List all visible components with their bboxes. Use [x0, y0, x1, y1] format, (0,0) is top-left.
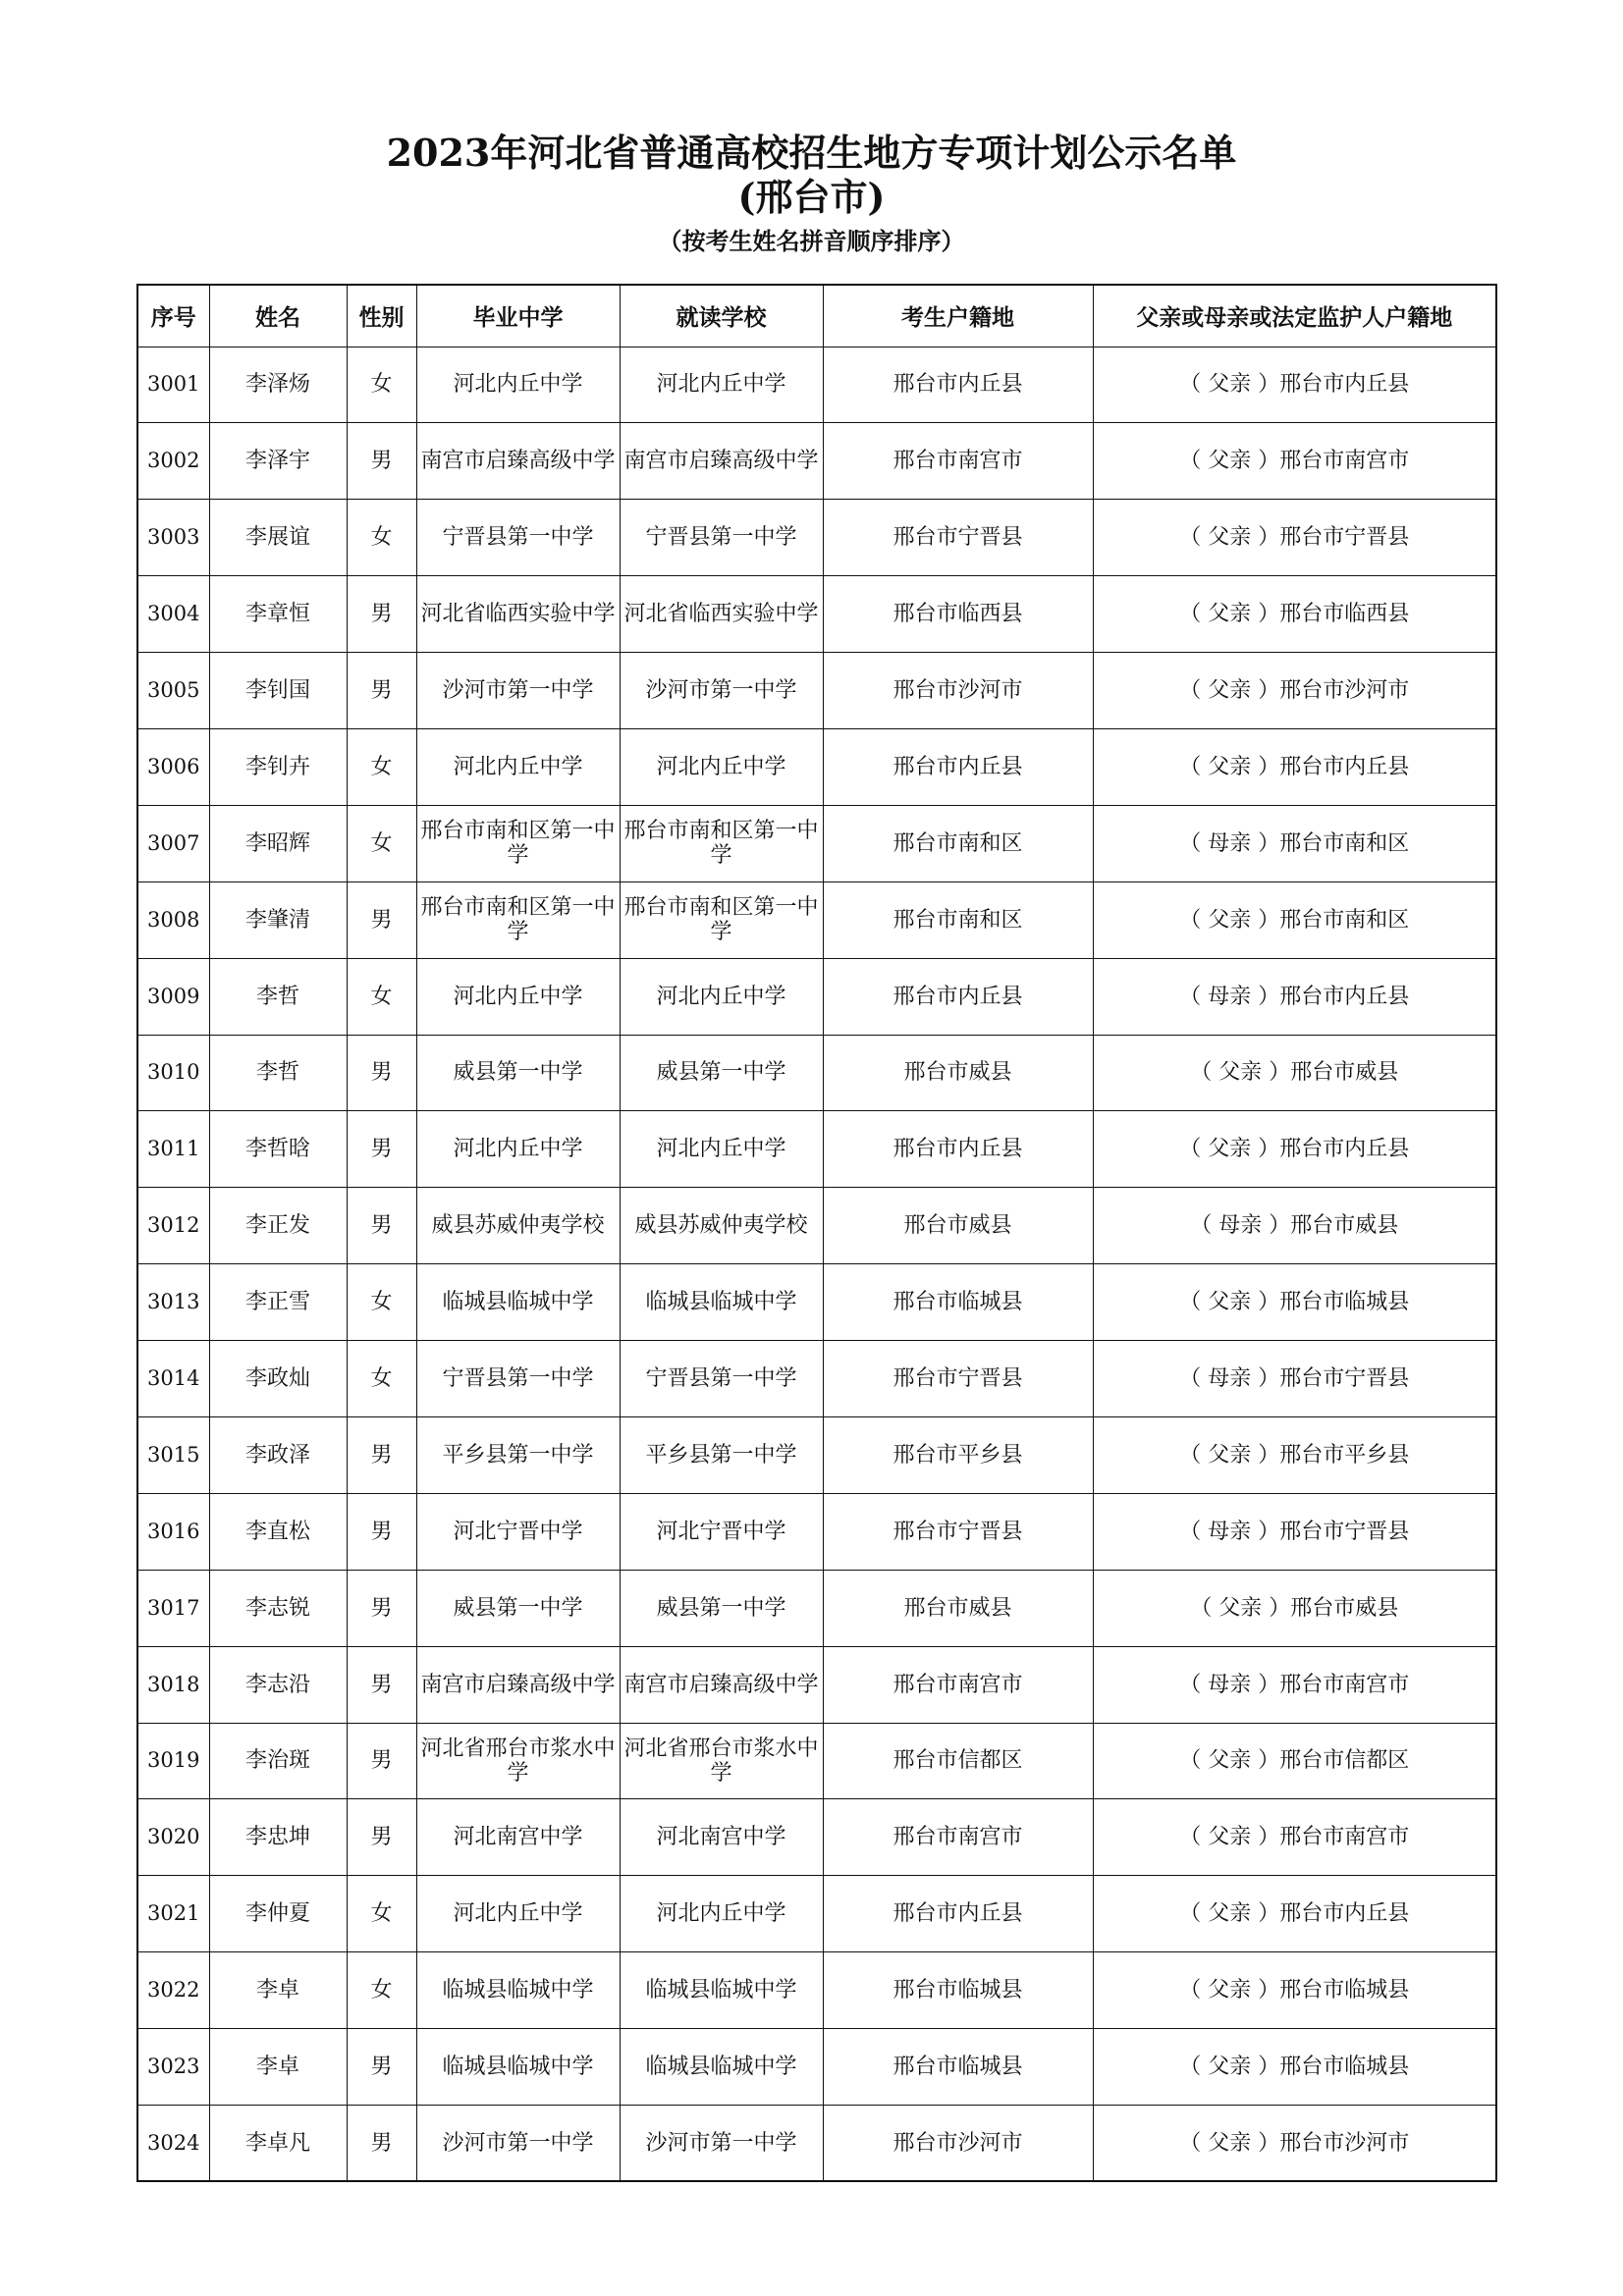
cell-guardian-residence: （ 父亲 ）邢台市威县: [1093, 1035, 1496, 1111]
header-col-seq: 序号: [137, 285, 209, 347]
cell-graduate-school: 河北内丘中学: [416, 958, 620, 1035]
cell-graduate-school: 宁晋县第一中学: [416, 500, 620, 576]
cell-name: 李政泽: [209, 1416, 347, 1493]
header-col-gender: 性别: [347, 285, 416, 347]
cell-seq: 3012: [137, 1188, 209, 1264]
cell-name: 李哲晗: [209, 1111, 347, 1188]
cell-guardian-residence: （ 父亲 ）邢台市信都区: [1093, 1723, 1496, 1799]
cell-guardian-residence: （ 父亲 ）邢台市临城县: [1093, 1952, 1496, 2029]
cell-guardian-residence: （ 父亲 ）邢台市威县: [1093, 1570, 1496, 1646]
cell-candidate-residence: 邢台市宁晋县: [823, 1493, 1093, 1570]
cell-candidate-residence: 邢台市沙河市: [823, 2105, 1093, 2181]
cell-current-school: 沙河市第一中学: [620, 653, 823, 729]
table-row: [137, 805, 1496, 881]
cell-seq: 3019: [137, 1723, 209, 1799]
cell-gender: 男: [347, 2029, 416, 2106]
cell-seq: 3024: [137, 2105, 209, 2181]
cell-seq: 3003: [137, 500, 209, 576]
cell-name: 李志沿: [209, 1646, 347, 1723]
cell-candidate-residence: 邢台市临城县: [823, 2029, 1093, 2106]
cell-graduate-school: 沙河市第一中学: [416, 653, 620, 729]
cell-gender: 男: [347, 1111, 416, 1188]
cell-gender: 男: [347, 1035, 416, 1111]
cell-gender: 男: [347, 423, 416, 500]
cell-candidate-residence: 邢台市内丘县: [823, 958, 1093, 1035]
table-header: [137, 285, 1496, 347]
cell-current-school: 宁晋县第一中学: [620, 1341, 823, 1417]
table-row: [137, 1570, 1496, 1646]
cell-seq: 3001: [137, 347, 209, 423]
cell-seq: 3015: [137, 1416, 209, 1493]
cell-graduate-school: 南宫市启臻高级中学: [416, 423, 620, 500]
candidate-table: [136, 284, 1497, 2182]
table-row: [137, 1646, 1496, 1723]
cell-graduate-school: 河北省邢台市浆水中学: [416, 1723, 620, 1799]
cell-gender: 男: [347, 1799, 416, 1876]
cell-current-school: 临城县临城中学: [620, 1952, 823, 2029]
cell-name: 李正发: [209, 1188, 347, 1264]
cell-seq: 3010: [137, 1035, 209, 1111]
cell-seq: 3002: [137, 423, 209, 500]
cell-current-school: 河北内丘中学: [620, 1876, 823, 1952]
cell-name: 李钊国: [209, 653, 347, 729]
cell-name: 李治斑: [209, 1723, 347, 1799]
cell-current-school: 威县苏威仲夷学校: [620, 1188, 823, 1264]
cell-name: 李忠坤: [209, 1799, 347, 1876]
table-body: [137, 347, 1496, 2181]
cell-candidate-residence: 邢台市南宫市: [823, 1646, 1093, 1723]
cell-graduate-school: 河北内丘中学: [416, 1876, 620, 1952]
cell-name: 李泽炀: [209, 347, 347, 423]
cell-guardian-residence: （ 父亲 ）邢台市南宫市: [1093, 423, 1496, 500]
table-row: [137, 1723, 1496, 1799]
cell-name: 李哲: [209, 958, 347, 1035]
cell-name: 李哲: [209, 1035, 347, 1111]
sort-note: （按考生姓名拼音顺序排序）: [658, 227, 965, 255]
cell-gender: 男: [347, 1646, 416, 1723]
cell-graduate-school: 河北宁晋中学: [416, 1493, 620, 1570]
header-col-current-school: 就读学校: [620, 285, 823, 347]
cell-current-school: 威县第一中学: [620, 1035, 823, 1111]
cell-guardian-residence: （ 父亲 ）邢台市临城县: [1093, 1264, 1496, 1341]
cell-gender: 男: [347, 1570, 416, 1646]
cell-candidate-residence: 邢台市内丘县: [823, 347, 1093, 423]
cell-name: 李卓凡: [209, 2105, 347, 2181]
table-row: [137, 2105, 1496, 2181]
cell-guardian-residence: （ 母亲 ）邢台市威县: [1093, 1188, 1496, 1264]
cell-name: 李卓: [209, 1952, 347, 2029]
cell-guardian-residence: （ 母亲 ）邢台市宁晋县: [1093, 1341, 1496, 1417]
cell-seq: 3004: [137, 576, 209, 653]
table-row: [137, 1493, 1496, 1570]
cell-candidate-residence: 邢台市信都区: [823, 1723, 1093, 1799]
table-row: [137, 1416, 1496, 1493]
cell-seq: 3016: [137, 1493, 209, 1570]
cell-gender: 女: [347, 1876, 416, 1952]
table-row: [137, 347, 1496, 423]
cell-guardian-residence: （ 父亲 ）邢台市沙河市: [1093, 653, 1496, 729]
cell-seq: 3007: [137, 805, 209, 881]
cell-gender: 男: [347, 881, 416, 958]
cell-name: 李肇清: [209, 881, 347, 958]
table-row: [137, 1341, 1496, 1417]
cell-name: 李正雪: [209, 1264, 347, 1341]
cell-seq: 3023: [137, 2029, 209, 2106]
table-row: [137, 576, 1496, 653]
cell-guardian-residence: （ 母亲 ）邢台市南宫市: [1093, 1646, 1496, 1723]
cell-seq: 3008: [137, 881, 209, 958]
header-col-guardian-residence: 父亲或母亲或法定监护人户籍地: [1093, 285, 1496, 347]
cell-gender: 男: [347, 576, 416, 653]
cell-guardian-residence: （ 父亲 ）邢台市平乡县: [1093, 1416, 1496, 1493]
cell-guardian-residence: （ 父亲 ）邢台市临西县: [1093, 576, 1496, 653]
header-col-graduate-school: 毕业中学: [416, 285, 620, 347]
cell-current-school: 南宫市启臻高级中学: [620, 423, 823, 500]
cell-name: 李直松: [209, 1493, 347, 1570]
cell-current-school: 河北内丘中学: [620, 1111, 823, 1188]
table-row: [137, 1188, 1496, 1264]
cell-candidate-residence: 邢台市临城县: [823, 1264, 1093, 1341]
cell-guardian-residence: （ 母亲 ）邢台市内丘县: [1093, 958, 1496, 1035]
cell-name: 李卓: [209, 2029, 347, 2106]
cell-gender: 女: [347, 1264, 416, 1341]
cell-graduate-school: 平乡县第一中学: [416, 1416, 620, 1493]
table-row: [137, 1799, 1496, 1876]
cell-seq: 3014: [137, 1341, 209, 1417]
cell-current-school: 威县第一中学: [620, 1570, 823, 1646]
cell-gender: 男: [347, 1416, 416, 1493]
cell-guardian-residence: （ 父亲 ）邢台市临城县: [1093, 2029, 1496, 2106]
cell-seq: 3009: [137, 958, 209, 1035]
cell-graduate-school: 临城县临城中学: [416, 1264, 620, 1341]
cell-name: 李钊卉: [209, 728, 347, 805]
cell-seq: 3020: [137, 1799, 209, 1876]
cell-gender: 男: [347, 1493, 416, 1570]
cell-gender: 男: [347, 653, 416, 729]
cell-graduate-school: 南宫市启臻高级中学: [416, 1646, 620, 1723]
cell-seq: 3013: [137, 1264, 209, 1341]
cell-candidate-residence: 邢台市南宫市: [823, 1799, 1093, 1876]
cell-guardian-residence: （ 父亲 ）邢台市宁晋县: [1093, 500, 1496, 576]
cell-current-school: 河北宁晋中学: [620, 1493, 823, 1570]
cell-current-school: 河北内丘中学: [620, 958, 823, 1035]
cell-candidate-residence: 邢台市平乡县: [823, 1416, 1093, 1493]
cell-candidate-residence: 邢台市南和区: [823, 881, 1093, 958]
cell-current-school: 宁晋县第一中学: [620, 500, 823, 576]
cell-current-school: 南宫市启臻高级中学: [620, 1646, 823, 1723]
cell-graduate-school: 河北内丘中学: [416, 1111, 620, 1188]
cell-current-school: 邢台市南和区第一中学: [620, 805, 823, 881]
cell-graduate-school: 沙河市第一中学: [416, 2105, 620, 2181]
header-row: [137, 285, 1496, 347]
header-col-name: 姓名: [209, 285, 347, 347]
cell-graduate-school: 威县苏威仲夷学校: [416, 1188, 620, 1264]
table-row: [137, 653, 1496, 729]
cell-candidate-residence: 邢台市威县: [823, 1188, 1093, 1264]
cell-graduate-school: 河北内丘中学: [416, 347, 620, 423]
cell-gender: 女: [347, 958, 416, 1035]
cell-guardian-residence: （ 母亲 ）邢台市南和区: [1093, 805, 1496, 881]
cell-current-school: 河北内丘中学: [620, 347, 823, 423]
cell-gender: 女: [347, 1952, 416, 2029]
cell-gender: 男: [347, 1188, 416, 1264]
cell-guardian-residence: （ 父亲 ）邢台市内丘县: [1093, 728, 1496, 805]
cell-seq: 3017: [137, 1570, 209, 1646]
cell-graduate-school: 邢台市南和区第一中学: [416, 805, 620, 881]
cell-gender: 女: [347, 347, 416, 423]
cell-candidate-residence: 邢台市临城县: [823, 1952, 1093, 2029]
cell-guardian-residence: （ 父亲 ）邢台市内丘县: [1093, 1111, 1496, 1188]
cell-graduate-school: 威县第一中学: [416, 1570, 620, 1646]
cell-graduate-school: 宁晋县第一中学: [416, 1341, 620, 1417]
table-row: [137, 1111, 1496, 1188]
table-row: [137, 500, 1496, 576]
cell-current-school: 平乡县第一中学: [620, 1416, 823, 1493]
cell-current-school: 河北南宫中学: [620, 1799, 823, 1876]
cell-seq: 3022: [137, 1952, 209, 2029]
cell-seq: 3011: [137, 1111, 209, 1188]
cell-gender: 女: [347, 1341, 416, 1417]
cell-graduate-school: 威县第一中学: [416, 1035, 620, 1111]
cell-graduate-school: 邢台市南和区第一中学: [416, 881, 620, 958]
cell-candidate-residence: 邢台市宁晋县: [823, 1341, 1093, 1417]
cell-name: 李政灿: [209, 1341, 347, 1417]
cell-name: 李志锐: [209, 1570, 347, 1646]
table-row: [137, 1264, 1496, 1341]
cell-current-school: 河北内丘中学: [620, 728, 823, 805]
cell-guardian-residence: （ 父亲 ）邢台市内丘县: [1093, 347, 1496, 423]
cell-current-school: 临城县临城中学: [620, 2029, 823, 2106]
document-title: 2023年河北省普通高校招生地方专项计划公示名单: [386, 131, 1237, 175]
cell-guardian-residence: （ 父亲 ）邢台市南和区: [1093, 881, 1496, 958]
cell-gender: 女: [347, 805, 416, 881]
cell-candidate-residence: 邢台市内丘县: [823, 1111, 1093, 1188]
table-row: [137, 1876, 1496, 1952]
cell-name: 李仲夏: [209, 1876, 347, 1952]
cell-name: 李章恒: [209, 576, 347, 653]
cell-seq: 3006: [137, 728, 209, 805]
cell-seq: 3018: [137, 1646, 209, 1723]
table-row: [137, 2029, 1496, 2106]
cell-gender: 男: [347, 2105, 416, 2181]
cell-current-school: 沙河市第一中学: [620, 2105, 823, 2181]
cell-gender: 男: [347, 1723, 416, 1799]
cell-guardian-residence: （ 父亲 ）邢台市南宫市: [1093, 1799, 1496, 1876]
document-subtitle: (邢台市): [737, 175, 886, 219]
cell-current-school: 河北省临西实验中学: [620, 576, 823, 653]
cell-candidate-residence: 邢台市内丘县: [823, 728, 1093, 805]
cell-candidate-residence: 邢台市临西县: [823, 576, 1093, 653]
table-row: [137, 728, 1496, 805]
cell-graduate-school: 临城县临城中学: [416, 2029, 620, 2106]
cell-current-school: 邢台市南和区第一中学: [620, 881, 823, 958]
cell-graduate-school: 河北省临西实验中学: [416, 576, 620, 653]
cell-current-school: 河北省邢台市浆水中学: [620, 1723, 823, 1799]
table-row: [137, 958, 1496, 1035]
cell-name: 李展谊: [209, 500, 347, 576]
cell-candidate-residence: 邢台市沙河市: [823, 653, 1093, 729]
cell-guardian-residence: （ 父亲 ）邢台市沙河市: [1093, 2105, 1496, 2181]
cell-candidate-residence: 邢台市南和区: [823, 805, 1093, 881]
cell-current-school: 临城县临城中学: [620, 1264, 823, 1341]
cell-candidate-residence: 邢台市南宫市: [823, 423, 1093, 500]
table-row: [137, 1952, 1496, 2029]
cell-name: 李昭辉: [209, 805, 347, 881]
cell-gender: 女: [347, 728, 416, 805]
cell-candidate-residence: 邢台市威县: [823, 1570, 1093, 1646]
header-col-candidate-residence: 考生户籍地: [823, 285, 1093, 347]
cell-seq: 3021: [137, 1876, 209, 1952]
table-row: [137, 423, 1496, 500]
cell-candidate-residence: 邢台市内丘县: [823, 1876, 1093, 1952]
table-row: [137, 1035, 1496, 1111]
cell-candidate-residence: 邢台市宁晋县: [823, 500, 1093, 576]
cell-seq: 3005: [137, 653, 209, 729]
cell-graduate-school: 临城县临城中学: [416, 1952, 620, 2029]
cell-guardian-residence: （ 母亲 ）邢台市宁晋县: [1093, 1493, 1496, 1570]
cell-guardian-residence: （ 父亲 ）邢台市内丘县: [1093, 1876, 1496, 1952]
cell-graduate-school: 河北内丘中学: [416, 728, 620, 805]
table-row: [137, 881, 1496, 958]
cell-candidate-residence: 邢台市威县: [823, 1035, 1093, 1111]
cell-graduate-school: 河北南宫中学: [416, 1799, 620, 1876]
cell-gender: 女: [347, 500, 416, 576]
cell-name: 李泽宇: [209, 423, 347, 500]
